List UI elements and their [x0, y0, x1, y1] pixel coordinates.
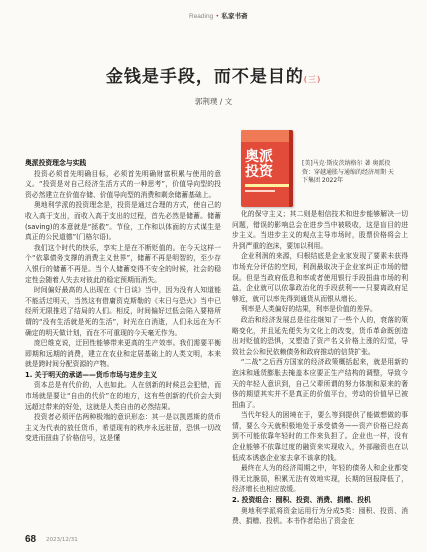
- paragraph: 企业利润的来源，归根结底是企业家发现了要素未获得市场充分评估的空间，利润最取决于企业家纠正市场的错误。但是当政府低息和率或者使用银行手段扭曲市场的利益，企业就可以依靠政治化的手段获利——只要离政府足够近，就可以率先得到通货从而银从增长。: [232, 252, 408, 303]
- column-name: 私家书斋: [221, 13, 248, 20]
- article-title-text: 金钱是手段，而不是目的: [105, 67, 304, 87]
- paragraph: 资本总是有代价的，人也如此。人在创新的时候总会犯错，而市场就是要让“自由的代价”在的地方，这有些创新的代价会大到远超过带来的好处，这就是人类自由的必然结果。: [25, 381, 221, 411]
- paragraph: 政治和经济发展总是往往继知了一些个人的，衰落的策略变化，并且延先便失为文化上的改变，货币革命既创造出对贬值的恐惧，又塑造了资产名义价格上涨的幻觉，导致社会公和民依赖债务和政府推动的信贷扩张。: [232, 315, 408, 356]
- paragraph: 时间偏好最高的人出现在《十日谈》当中，因为没有人知道能不能活过明天，当然这有借庸资克斯勒的《末日与恐火》当中已经所无限推迟了结局的人们。相反，时间偏好过低会陷入要格所谓的“没有生活就是死的生活”，时光在白消逝，人们永远在为不确定的明天做计划，而在不可重现的今天毫无作为。: [25, 286, 221, 337]
- page-number: 68: [25, 534, 37, 545]
- section-heading: 奥派投资理念与实践: [25, 159, 87, 167]
- article-body-left-column: [25, 158, 221, 444]
- paragraph: 利率是人类偏好的结果，利率是价值的差异。: [240, 305, 377, 314]
- paragraph: 当代年轻人的困境在于，要么等到提供了能做想做的事情，要么今天就积极地处于承受债务——资产价格已经高到不可能依靠年轻时的工作来负担了。企业也一样，没有企业能够不依靠过度的融资来实现收入，外部融资也在以低成本诱惑企业家去拿不该拿的钱。: [232, 411, 408, 462]
- paragraph: 化的保守主义；其二则是相信技术和进步能够解决一切问题，错误的影响总会在进步当中被吸收，这是盲目的进步主义。当进步主义的观点主导市场时，股票价格将会上升到严重的泡沫，要加以利用。: [232, 210, 408, 250]
- page-header: [0, 0, 427, 28]
- paragraph: 投资必须首先明确目标，必须首先明确财富积累与使用的意义。“投资是对自己经济生活方式的一种思考”，价值导向型的投资必然建立在价值存储、价值导向型的消费和剩余储蓄基础上。: [25, 169, 221, 199]
- page-footer: [0, 530, 427, 552]
- article-title: [0, 62, 427, 87]
- section-heading: 1. 关于明天的承诺——货币市场与进步主义: [25, 370, 158, 379]
- header-separator: •: [216, 13, 219, 20]
- paragraph: 我们这个时代的快乐，享实上是在不断贬值的。在今天这样一个“依靠债务支撑的消费主义世界”，储蓄不再是明智的，至少存入银行的储蓄不再是。当个人储蓄变得不安全的时候，社会的稳定性会随着人失去对彼此的稳定预期而消失。: [25, 243, 221, 284]
- paragraph: 最终在人为的经济周期之中，年轻的债务人和企业都变得无比脆弱，积累无法有效地实现，长期的回报降低了，经济增长也相应放缓。: [232, 464, 408, 494]
- article-part: (三): [303, 75, 322, 84]
- paragraph: 投资者必须评估两种极端的意识形态：其一是以凯恩斯的货币主义为代表的放任货币，希望现有的秩序永远驻留，恐惧一切改变进而扭曲了价格信号，这是懂: [25, 413, 221, 443]
- section-heading: 2. 投资组合：囤积、投资、消费、捐赠、投机: [232, 496, 371, 505]
- article-author: 郭荆璞 / 文: [194, 97, 233, 106]
- paragraph: “二战”之后西方国家的经济政策概括起来，就是用新的泡沫和通货膨胀去掩盖本应要正生产结构的调整，导致今天的年轻人意识到，自己父辈所谓的努力体制和原来的奢侈的期望其实并不是真正的价值平台，劳动的价值早已被扭曲了。: [232, 358, 408, 409]
- book-cover-title: 奥派投资: [245, 149, 273, 180]
- issue-date: 2023/12/31: [46, 537, 78, 543]
- paragraph: 庞巴维克说，迂回性能够带来更高的生产效率。我们需要平衡即期和远期的消费，建立在农业和定居基础上的人类文明，本来就是跨时间分配资源的产物。: [25, 339, 221, 369]
- book-cover-image: [241, 130, 293, 207]
- paragraph: 奥地利学派的投资理念是，投资是通过合理的方式，使自己的收入高于支出，而收入高于支出的过程，首先必然是储蓄。储蓄(saving)的本意就是“拯救”。节俭，工作和以体面的方式谋生是真正的公民道德”(门格尔语)。: [25, 201, 221, 242]
- section-label: [189, 11, 248, 20]
- book-caption: [美]马克·斯皮茨纳格尔 著 奥派投资：穿越通胀与通缩的经济周期 天下集团 2022年: [302, 160, 394, 184]
- paragraph: 奥地利学派将资金运用行为分成5类：囤积、投资、消费、捐赠、投机。本书作者给出了资金在: [232, 506, 408, 526]
- article-body-right-column: [232, 209, 408, 527]
- section-name: Reading: [189, 13, 214, 20]
